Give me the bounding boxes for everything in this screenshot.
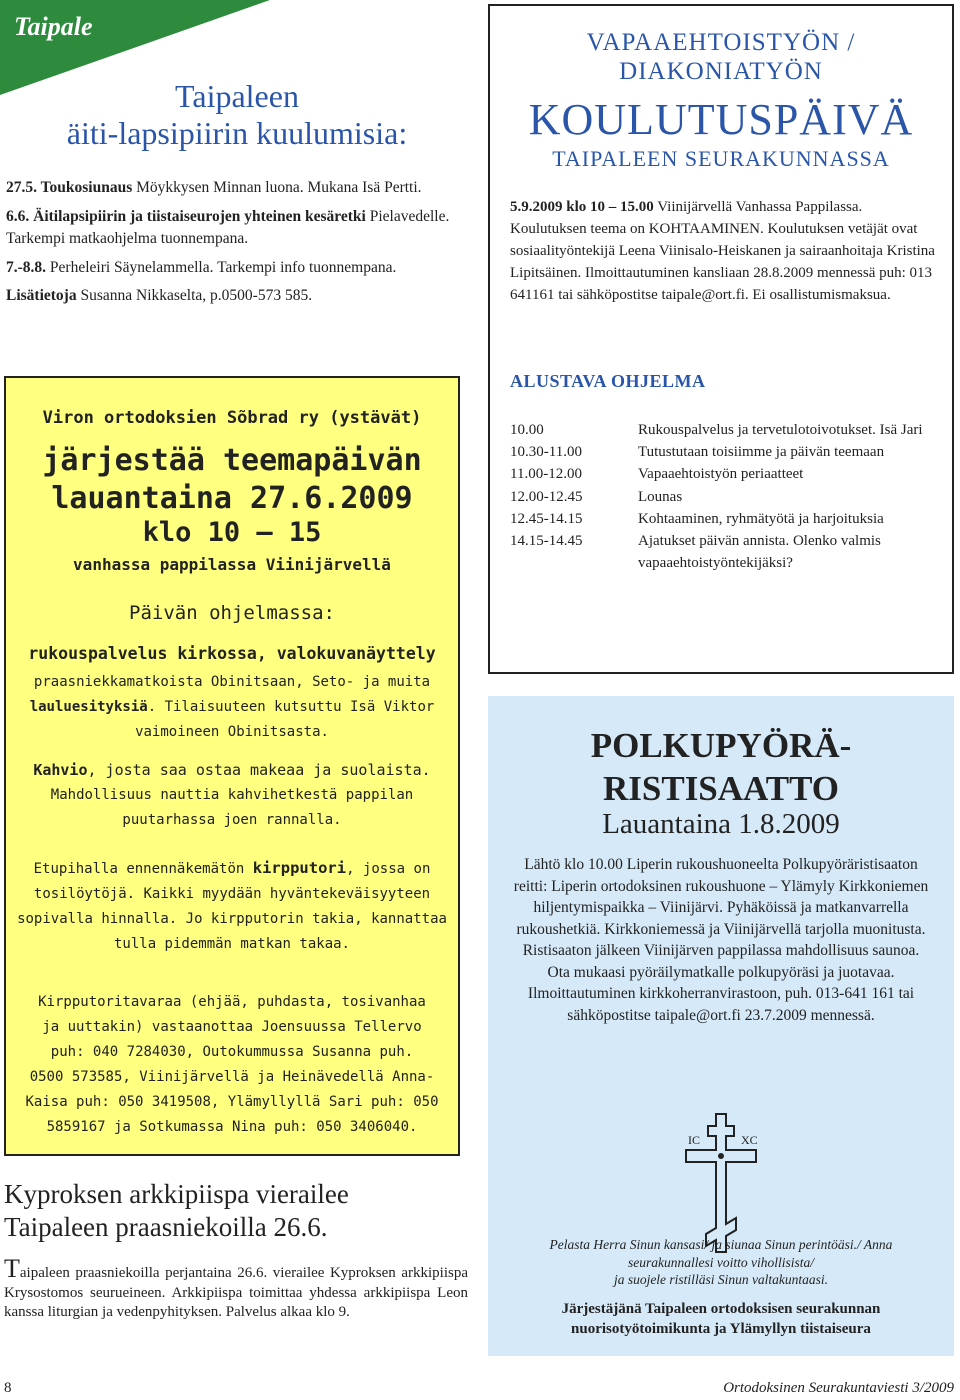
training-day-schedule: [510, 419, 942, 574]
circle-item-text: Möykkysen Minnan luona. Mukana Isä Pertti.: [132, 179, 422, 196]
schedule-time: 10.00: [510, 422, 544, 438]
troparion-verse: Pelasta Herra Sinun kansasi/ ja siunaa Sinun perintöäsi./ Anna seurakunnallesi voitto vihollisista/ ja suojele ristilläsi Sinun valtakuntaasi.: [549, 1237, 893, 1287]
schedule-time: 11.00-12.00: [510, 466, 582, 483]
theme-day-program-details: praasniekkamatkoista Obinitsaan, Seto- ja muita lauluesityksiä. Tilaisuuteen kutsuttu Isä Viktor vaimoineen Obinitsasta.: [29, 674, 435, 740]
archbishop-heading: [4, 1178, 464, 1244]
theme-day-box: [4, 376, 460, 1156]
circle-article: [6, 177, 466, 314]
theme-day-flea-market: Etupihalla ennennäkemätön kirpputori, jossa on tosilöytöjä. Kaikki myydään hyväntekeväisyyteen sopivalla hinnalla. Jo kirpputorin takia, kannattaa tulla pidemmän matkan takaa.: [17, 859, 447, 952]
circle-heading-line1: Taipaleen: [175, 78, 299, 114]
circle-contact-label: Lisätietoja: [6, 287, 77, 304]
schedule-time: 12.45-14.15: [510, 510, 583, 527]
schedule-row: [510, 508, 942, 530]
schedule-item: Lounas: [638, 488, 683, 505]
circle-item-date: 6.6. Äitilapsipiirin ja tiistaiseurojen yhteinen kesäretki: [6, 207, 366, 225]
section-tab-label: Taipale: [14, 12, 93, 41]
bicycle-procession-box: [488, 696, 954, 1356]
procession-date: Lauantaina 1.8.2009: [602, 808, 840, 840]
procession-description: Lähtö klo 10.00 Liperin rukoushuoneelta Polkupyöräristisaaton reitti: Liperin ortodoksinen rukoushuone – Ylämyly Kirkkoniemen hiljentymispaikka – Viinijärvi. Pyhäköissä ja matkanvarrella rukoushetkiä. Kirkkoniemessä ja Viinijärvellä tarjolla muonitusta. Ristisaaton jälkeen Viinijärven pappilassa mahdollisuus saunoa. Ota mukaasi pyöräilymatkalle polkupyöräsi ja juotavaa. Ilmoittautuminen kirkkoherranvirastoon, puh. 013-641 161 tai sähköpostitse taipale@ort.fi 23.7.2009 mennessä.: [513, 856, 929, 1024]
archbishop-article-text: aipaleen praasniekoilla perjantaina 26.6. vierailee Kyproksen arkkipiispa Krysostomos seurueineen. Arkkipiispa toimittaa yhdessa arkkipiispa Leon kanssa liturgian ja vedenpyhityksen. Palvelus alkaa klo 9.: [4, 1265, 468, 1320]
publication-name: Ortodoksinen Seurakuntaviesti 3/2009: [723, 1380, 954, 1396]
circle-item-text: Perheleiri Säynelammella. Tarkempi info tuonnempana.: [46, 258, 397, 276]
training-day-box: [488, 4, 954, 674]
circle-item-date: 7.-8.8.: [6, 258, 47, 276]
schedule-row: [510, 419, 942, 441]
training-day-subheading: VAPAAEHTOISTYÖN / DIAKONIATYÖN: [586, 29, 856, 85]
circle-item: [6, 177, 466, 200]
schedule-row: [510, 441, 942, 463]
schedule-row: [510, 486, 942, 508]
drop-cap: T: [4, 1254, 20, 1283]
orthodox-cross-icon: [671, 1108, 771, 1256]
training-day-heading: KOULUTUSPÄIVÄ: [528, 95, 914, 144]
circle-heading: [42, 78, 432, 152]
theme-day-headline: [6, 442, 458, 518]
theme-day-program-heading: Päivän ohjelmassa:: [129, 602, 335, 624]
page-number: 8: [4, 1380, 12, 1396]
circle-item: [6, 206, 466, 251]
schedule-item: Kohtaaminen, ryhmätyötä ja harjoituksia: [638, 510, 884, 527]
procession-organizers: Järjestäjänä Taipaleen ortodoksisen seurakunnan nuorisotyötoimikunta ja Ylämyllyn tiistaiseura: [561, 1301, 881, 1337]
training-day-date: 5.9.2009 klo 10 – 15.00: [510, 199, 654, 215]
circle-contact: [6, 285, 466, 308]
theme-day-time: klo 10 – 15: [142, 517, 322, 548]
schedule-time: 10.30-11.00: [510, 444, 582, 461]
archbishop-heading-line1: Kyproksen arkkipiispa vierailee: [4, 1179, 349, 1209]
circle-item-text: Pielavedelle. Tarkempi matkaohjelma tuonnempana.: [6, 207, 450, 247]
schedule-item: Vapaaehtoistyön periaatteet: [638, 466, 804, 483]
archbishop-heading-line2: Taipaleen praasniekoilla 26.6.: [4, 1212, 328, 1242]
schedule-item: Ajatukset päivän annista. Olenko valmis vapaaehtoistyöntekijäksi?: [638, 533, 881, 572]
cross-letter: IC: [688, 1133, 700, 1147]
training-day-parish: TAIPALEEN SEURAKUNNASSA: [552, 146, 890, 171]
circle-contact-text: Susanna Nikkaselta, p.0500-573 585.: [76, 287, 313, 304]
theme-day-place: vanhassa pappilassa Viinijärvellä: [73, 555, 391, 574]
theme-day-headline-line1: järjestää teemapäivän: [42, 443, 422, 478]
theme-day-headline-line2: lauantaina 27.6.2009: [51, 481, 413, 516]
circle-item-date: 27.5. Toukosiunaus: [6, 179, 133, 196]
schedule-item: Rukouspalvelus ja tervetulotoivotukset. Isä Jari: [638, 422, 923, 438]
theme-day-program-line: rukouspalvelus kirkossa, valokuvanäyttely: [28, 644, 436, 663]
archbishop-article: [4, 1254, 468, 1323]
training-day-program-heading: ALUSTAVA OHJELMA: [510, 371, 706, 391]
schedule-item: Tutustutaan toisiimme ja päivän teemaan: [638, 444, 885, 461]
cross-letter: XC: [741, 1133, 758, 1147]
circle-heading-line2: äiti-lapsipiirin kuulumisia:: [66, 115, 408, 151]
schedule-row: [510, 530, 942, 574]
theme-day-organizer: Viron ortodoksien Sõbrad ry (ystävät): [42, 408, 422, 428]
theme-day-donations: Kirpputoritavaraa (ehjää, puhdasta, tosivanhaa ja uuttakin) vastaanottaa Joensuussa Tellervo puh: 040 7284030, Outokummussa Susanna puh. 0500 573585, Viinijärvellä ja Heinävedellä Anna- Kaisa puh: 050 3419508, Ylämyllyllä Sari puh: 050 5859167 ja Sotkumassa Nina puh: 050 3406040.: [25, 994, 439, 1135]
schedule-time: 12.00-12.45: [510, 488, 583, 505]
training-day-description: 5.9.2009 klo 10 – 15.00 Viinijärvellä Vanhassa Pappilassa. Koulutuksen teema on KOHTAAMINEN. Koulutuksen vetäjät ovat sosiaalityöntekijä Leena Viinisalo-Heiskanen ja sairaanhoitaja Kristina Lipitsäinen. Ilmoittautuminen kansliaan 28.8.2009 mennessä puh: 013 641161 tai sähköpostitse taipale@ort.fi. Ei osallistumismaksua.: [510, 199, 935, 303]
circle-item: [6, 257, 466, 280]
procession-heading: POLKUPYÖRÄ- RISTISAATTO: [590, 726, 852, 808]
schedule-time: 14.15-14.45: [510, 533, 583, 550]
schedule-row: [510, 463, 942, 485]
theme-day-cafe: Kahvio, josta saa ostaa makeaa ja suolaista. Mahdollisuus nauttia kahvihetkestä pappilan puutarhassa joen rannalla.: [33, 761, 431, 828]
